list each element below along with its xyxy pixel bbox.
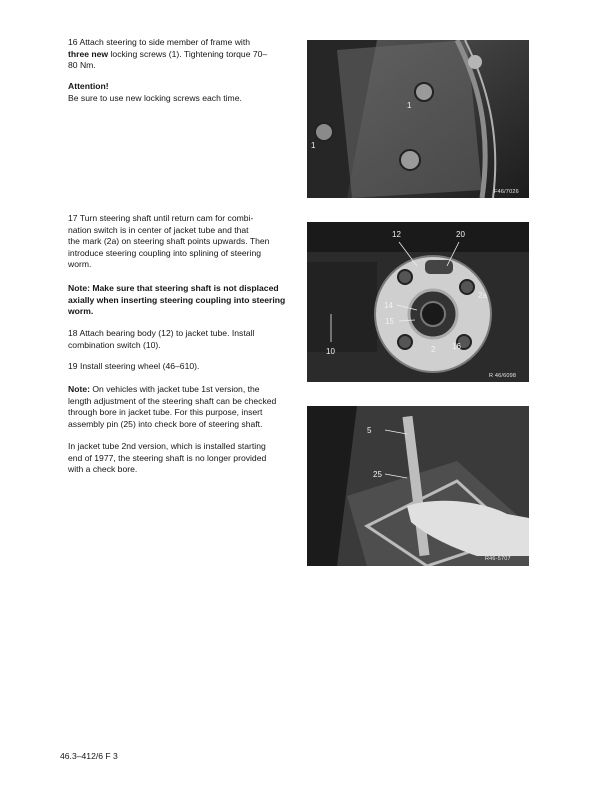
step-19-text: 19 Install steering wheel (46–610). (68, 361, 200, 371)
note-1-line: worm. (68, 306, 94, 317)
step-17-line: the mark (2a) on steering shaft points upwards. Then (68, 236, 270, 247)
figure-3-code: R46-5707 (485, 556, 511, 562)
note-2-line-1 (68, 384, 293, 396)
step-16-line-3: 80 Nm. (68, 60, 96, 71)
step-17-line: nation switch is in center of jacket tube and that (68, 224, 249, 235)
page-footer: 46.3–412/6 F 3 (60, 751, 118, 761)
attention-heading-text: Attention! (68, 81, 109, 91)
step-16-text (68, 37, 288, 72)
jacket-2-line: with a check bore. (68, 464, 138, 475)
step-17-line: worm. (68, 259, 92, 270)
step-17-line: introduce steering coupling into splining of steering (68, 247, 262, 258)
step-18-line: combination switch (10). (68, 339, 161, 350)
figure-1-callout: 1 (407, 101, 412, 110)
figure-2-callout: 15 (385, 317, 394, 326)
step-16-line-2-rest: locking screws (1). Tightening torque 70– (108, 48, 268, 59)
figure-2-callout: 10 (326, 347, 335, 356)
figure-1-callout: 1 (311, 141, 316, 150)
figure-2-callout: 12 (392, 230, 401, 239)
figure-2-callout: 16 (452, 342, 461, 351)
figure-2-callout: 2a (478, 291, 487, 300)
note-1-line: Note: Make sure that steering shaft is not displaced (68, 283, 279, 293)
attention-heading (68, 81, 288, 93)
note-1-text (68, 283, 293, 318)
figure-3-photo (307, 406, 529, 566)
figure-2-callout: 20 (456, 230, 465, 239)
note-2-label: Note: (68, 384, 90, 394)
jacket-2-line: In jacket tube 2nd version, which is installed starting (68, 441, 266, 451)
figure-1-photo (307, 40, 529, 198)
figure-1-code: F46/7026 (494, 189, 519, 195)
note-1-line: axially when inserting steering coupling into steering (68, 294, 286, 305)
figure-3-callout: 25 (373, 470, 382, 479)
figure-2-drawing (307, 222, 529, 382)
note-2-line: through bore in jacket tube. For this purpose, insert (68, 407, 263, 418)
note-2-text (68, 384, 293, 430)
attention-text: Be sure to use new locking screws each time. (68, 92, 242, 103)
figure-2-callout: 14 (384, 301, 393, 310)
note-2-line-1-rest: On vehicles with jacket tube 1st version, the (89, 384, 260, 394)
jacket-tube-2nd-version-text (68, 441, 293, 476)
attention-block (68, 81, 288, 104)
note-2-line: length adjustment of the steering shaft can be checked (68, 395, 277, 406)
figure-3-callout: 5 (367, 426, 372, 435)
figure-2-code: R 46/6098 (489, 373, 517, 379)
figure-1-drawing (307, 40, 529, 198)
step-16-line-1: 16 Attach steering to side member of frame with (68, 37, 250, 47)
step-18-text (68, 328, 293, 351)
note-2-line: assembly pin (25) into check bore of steering shaft. (68, 418, 263, 429)
step-16-line-2 (68, 49, 288, 61)
step-16-bold: three new (68, 48, 109, 59)
step-17-text (68, 213, 293, 271)
figure-2-callout: 2 (431, 345, 436, 354)
figure-3-drawing (307, 406, 529, 566)
figure-2-photo (307, 222, 529, 382)
step-17-line: 17 Turn steering shaft until return cam for combi- (68, 213, 254, 223)
jacket-2-line: end of 1977, the steering shaft is no longer provided (68, 452, 267, 463)
step-18-line: 18 Attach bearing body (12) to jacket tube. Install (68, 328, 255, 338)
